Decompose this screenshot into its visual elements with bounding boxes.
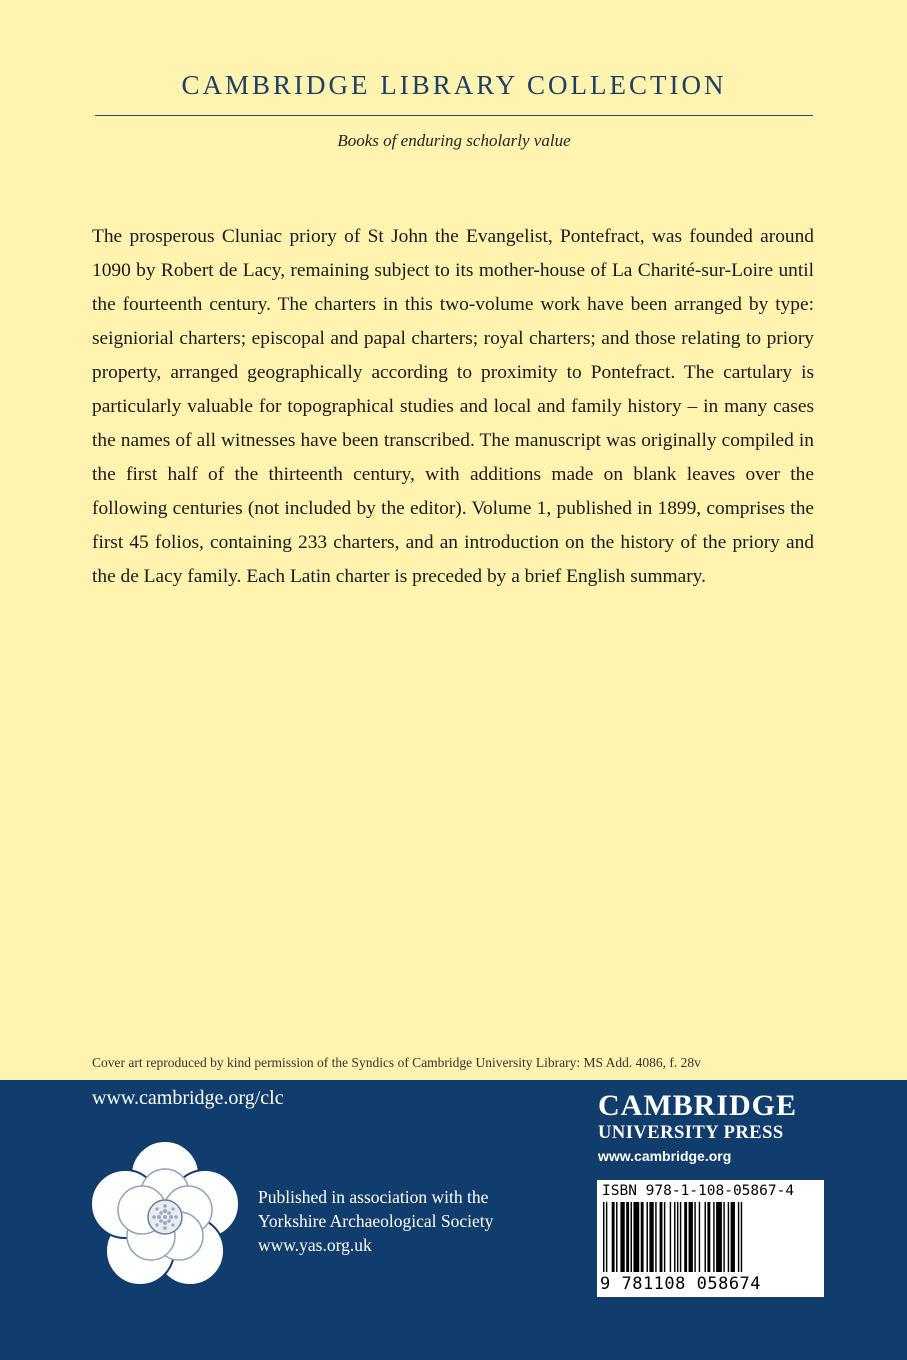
publisher-subtitle: UNIVERSITY PRESS	[598, 1123, 784, 1143]
yorkshire-rose-icon	[88, 1140, 242, 1294]
publisher-logo	[598, 1090, 828, 1164]
book-description: The prosperous Cluniac priory of St John the Evangelist, Pontefract, was founded around 1090 by Robert de Lacy, remaining subject to its mother-house of La Charité-sur-Loire until the fourteenth century. The charters in this two-volume work have been arranged by type: seigniorial charters; episcopal and papal charters; royal charters; and those relating to priory property, arranged geographically according to proximity to Pontefract. The cartulary is particularly valuable for topographical studies and local and family history – in many cases the names of all witnesses have been transcribed. The manuscript was originally compiled in the first half of the thirteenth century, with additions made on blank leaves over the following centuries (not included by the editor). Volume 1, published in 1899, comprises the first 45 folios, containing 233 charters, and an introduction on the history of the priory and the de Lacy family. Each Latin charter is preceded by a brief English summary.	[92, 226, 814, 587]
isbn-label: ISBN 978-1-108-05867-4	[602, 1183, 795, 1199]
association-line-1: Published in association with the	[258, 1187, 489, 1207]
barcode-bars	[601, 1202, 820, 1272]
association-line-2: Yorkshire Archaeological Society	[258, 1211, 494, 1231]
publisher-name: CAMBRIDGE	[598, 1089, 798, 1122]
series-tagline: Books of enduring scholarly value	[337, 131, 571, 150]
isbn-barcode	[597, 1180, 824, 1297]
publication-association	[258, 1185, 558, 1257]
series-url-link[interactable]: www.cambridge.org/clc	[92, 1087, 284, 1109]
association-url-link[interactable]: www.yas.org.uk	[258, 1235, 372, 1255]
publisher-website-link[interactable]: www.cambridge.org	[598, 1148, 732, 1164]
title-divider	[95, 115, 813, 116]
series-title: CAMBRIDGE LIBRARY COLLECTION	[181, 70, 727, 100]
barcode-digits: 9 781108 058674	[600, 1274, 762, 1294]
cover-art-credit: Cover art reproduced by kind permission of the Syndics of Cambridge University Library: MS Add. 4086, f. 28v	[92, 1055, 701, 1070]
